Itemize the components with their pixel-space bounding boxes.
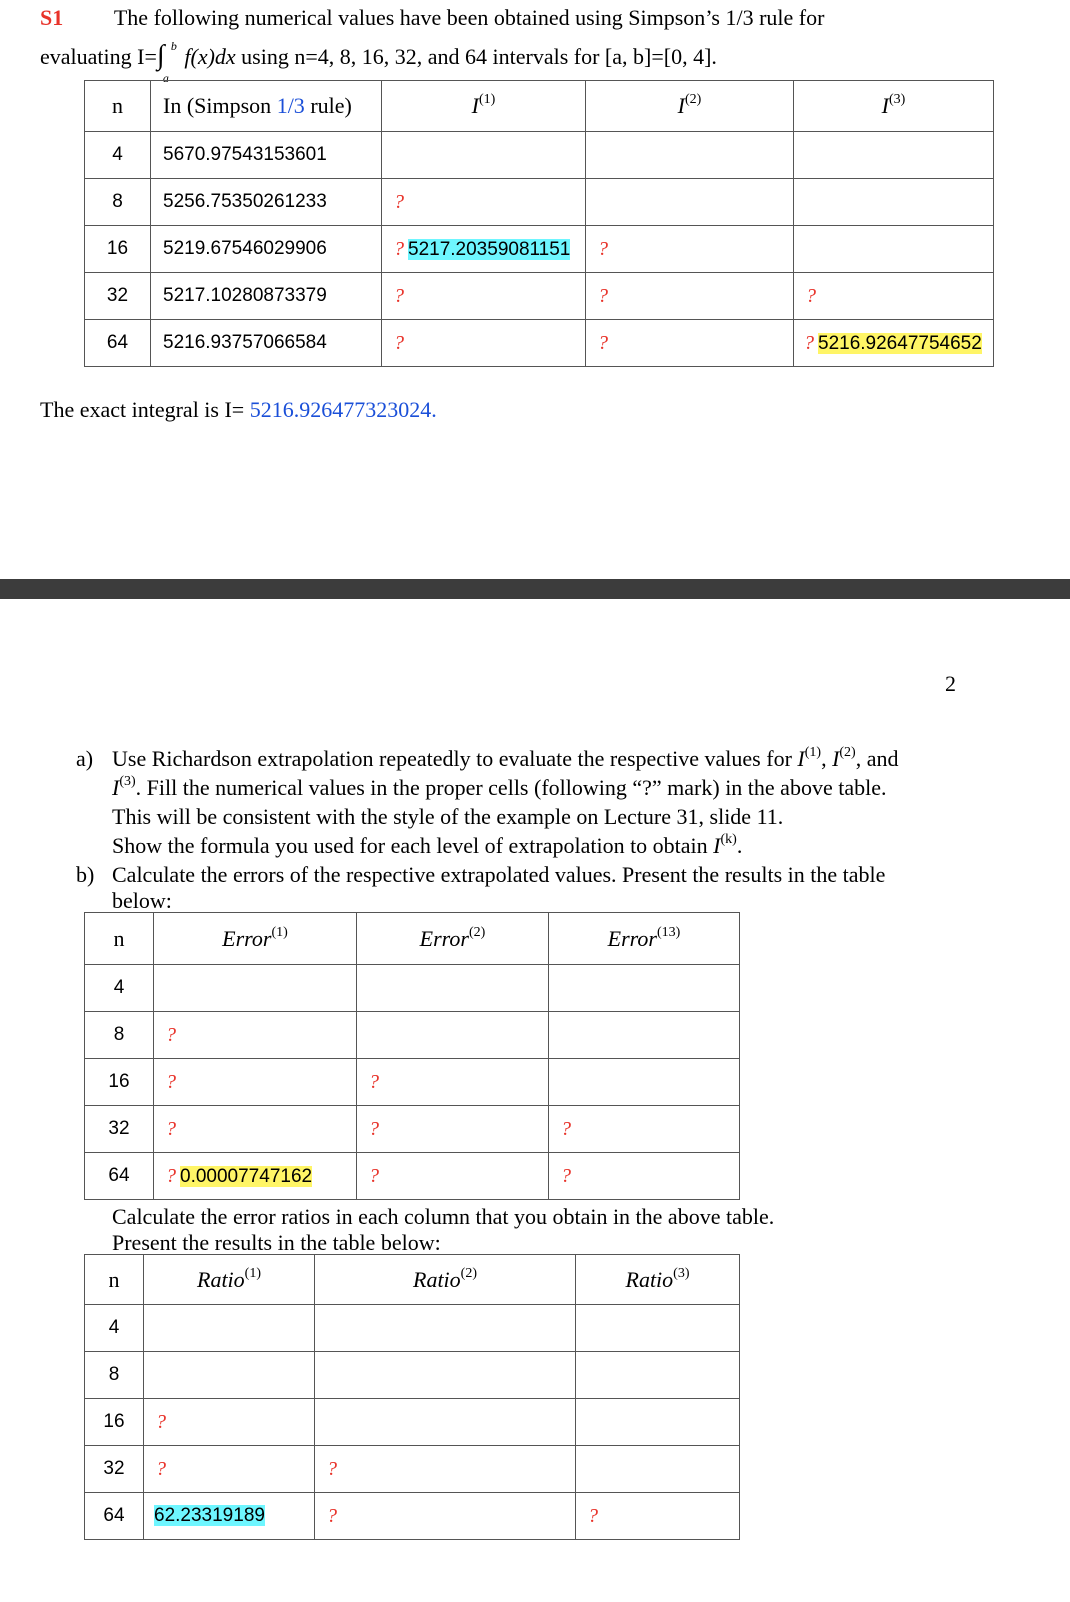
t2-e2: [357, 965, 549, 1012]
question-a-line-1: Use Richardson extrapolation repeatedly to evaluate the respective values for $I^{(1)}$, $I^{(2)}$, and: [112, 745, 899, 771]
t2-row: [85, 1059, 740, 1106]
t1-header-i1-base: I: [471, 93, 479, 118]
t1-i3[interactable]: [794, 273, 994, 320]
t1-n: 64: [85, 320, 151, 367]
exact-integral-value: 5216.926477323024.: [249, 397, 437, 422]
t3-r2: [315, 1399, 576, 1446]
t1-i3: [794, 179, 994, 226]
t2-header-e1-base: Error: [222, 925, 272, 951]
t3-header-r1-sup: (1): [244, 1265, 261, 1281]
question-a-text-2: . Fill the numerical values in the proper cells (following “?” mark) in the above table.: [135, 775, 887, 800]
t1-header-in: [151, 81, 382, 132]
t3-n: 64: [85, 1493, 144, 1540]
t3-header-r2-base: Ratio: [413, 1266, 461, 1292]
t3-row: [85, 1305, 740, 1352]
t2-e2[interactable]: [357, 1153, 549, 1200]
placeholder-mark: ?: [156, 1457, 166, 1480]
t1-header-in-highlight: 1/3: [276, 93, 305, 118]
t2-row: [85, 1012, 740, 1059]
t2-e3[interactable]: [549, 1106, 740, 1153]
symbol-ik: [713, 833, 737, 858]
t2-n: 32: [85, 1106, 154, 1153]
question-a-line-2: [112, 773, 886, 802]
t2-e1: [154, 965, 357, 1012]
t2-e3: [549, 1012, 740, 1059]
t1-in: 5216.93757066584: [151, 320, 382, 367]
placeholder-mark: ?: [598, 284, 608, 307]
placeholder-mark: ?: [394, 331, 404, 354]
t2-header-e1-sup: (1): [271, 924, 288, 940]
question-a-label: a): [76, 746, 94, 771]
t2-e1[interactable]: [154, 1106, 357, 1153]
placeholder-mark: ?: [369, 1164, 379, 1187]
t3-row: [85, 1493, 740, 1540]
t1-n: 32: [85, 273, 151, 320]
placeholder-mark: ?: [394, 190, 404, 213]
integral-sign: ∫ b a: [157, 42, 179, 70]
symbol-i1-sup: (1): [804, 745, 822, 760]
t1-header-i2-base: I: [677, 93, 685, 118]
placeholder-mark: ?: [588, 1504, 598, 1527]
t3-r2: [315, 1352, 576, 1399]
symbol-i1: [797, 746, 821, 771]
t3-row: [85, 1352, 740, 1399]
t3-r1[interactable]: [144, 1446, 315, 1493]
symbol-i3-base: I: [112, 775, 120, 800]
t2-e1[interactable]: [154, 1153, 357, 1200]
exact-integral-label: The exact integral is I=: [40, 397, 245, 422]
t3-r3: [576, 1305, 740, 1352]
t1-n: 4: [85, 132, 151, 179]
t3-r3: [576, 1446, 740, 1493]
t1-header-n: n: [85, 81, 151, 132]
symbol-i2-sup: (2): [839, 745, 856, 760]
t3-r1: [144, 1352, 315, 1399]
symbol-i3-sup: (3): [119, 774, 136, 789]
t1-header-i1-sup: (1): [479, 92, 496, 107]
placeholder-mark: ?: [394, 237, 404, 260]
t3-header-r3: [576, 1255, 740, 1305]
error-table: [84, 912, 740, 1200]
problem-line-1: [40, 4, 824, 32]
symbol-i2: [832, 746, 856, 771]
symbol-i3: [112, 775, 136, 800]
t2-n: 8: [85, 1012, 154, 1059]
t3-row: [85, 1446, 740, 1493]
t1-header-i2-sup: (2): [685, 92, 702, 107]
t1-header-in-suffix: rule): [304, 93, 352, 118]
placeholder-mark: ?: [327, 1504, 337, 1527]
t1-i1[interactable]: [382, 179, 586, 226]
symbol-i1-base: I: [797, 746, 805, 771]
t2-header-e3: [549, 913, 740, 965]
ratio-text-line-1: Calculate the error ratios in each column that you obtain in the above table.: [112, 1204, 775, 1229]
t1-i2[interactable]: [586, 320, 794, 367]
t2-e2[interactable]: [357, 1106, 549, 1153]
problem-text-2: evaluating I=: [40, 44, 157, 69]
t1-header-in-prefix: In (Simpson: [163, 93, 277, 118]
t1-i3: [794, 132, 994, 179]
t3-header-r1: [144, 1255, 315, 1305]
t1-i1[interactable]: [382, 320, 586, 367]
t3-r2[interactable]: [315, 1493, 576, 1540]
placeholder-mark: ?: [804, 331, 814, 354]
t3-header-r2-sup: (2): [460, 1265, 477, 1281]
t1-i1-value: 5217.20359081151: [408, 238, 571, 260]
t3-header-r1-base: Ratio: [197, 1266, 245, 1292]
t1-header-i3-base: I: [881, 93, 889, 118]
t1-in: 5217.10280873379: [151, 273, 382, 320]
t3-r2[interactable]: [315, 1446, 576, 1493]
t2-header-e1: [154, 913, 357, 965]
t2-header-e2: [357, 913, 549, 965]
symbol-ik-sup: (k): [720, 832, 737, 847]
t1-i2: [586, 132, 794, 179]
t2-e3: [549, 1059, 740, 1106]
question-a-text-1: Use Richardson extrapolation repeatedly to evaluate the respective values for: [112, 746, 792, 771]
placeholder-mark: ?: [806, 284, 816, 307]
integral-lower: a: [162, 71, 169, 85]
t3-r1: [144, 1305, 315, 1352]
exact-integral-line: [40, 397, 437, 423]
t2-e1-value: 0.00007747162: [180, 1165, 313, 1187]
t1-n: 8: [85, 179, 151, 226]
t2-e3: [549, 965, 740, 1012]
t3-r1[interactable]: [144, 1399, 315, 1446]
t2-row: [85, 965, 740, 1012]
problem-line-2: [40, 39, 717, 85]
t2-header-e3-sup: (13): [656, 924, 681, 940]
t1-row: [85, 226, 994, 273]
t1-row: [85, 132, 994, 179]
problem-text-1: The following numerical values have been obtained using Simpson’s 1/3 rule for: [113, 5, 825, 30]
t1-i3: [794, 226, 994, 273]
placeholder-mark: ?: [598, 237, 608, 260]
placeholder-mark: ?: [156, 1410, 166, 1433]
t1-row: [85, 273, 994, 320]
t3-r3: [576, 1399, 740, 1446]
page-separator: [0, 579, 1070, 599]
t2-header-e2-base: Error: [419, 925, 469, 951]
placeholder-mark: ?: [327, 1457, 337, 1480]
t1-i2[interactable]: [586, 226, 794, 273]
t3-header-r3-sup: (3): [673, 1265, 690, 1281]
t3-row: [85, 1399, 740, 1446]
t2-header-e3-base: Error: [607, 925, 657, 951]
ratio-table: [84, 1254, 740, 1540]
t1-in: 5219.67546029906: [151, 226, 382, 273]
t2-header-e2-sup: (2): [468, 924, 486, 940]
t3-n: 4: [85, 1305, 144, 1352]
question-a-and: , and: [855, 746, 899, 771]
t2-e2: [357, 1012, 549, 1059]
richardson-table: [84, 80, 994, 367]
t3-n: 32: [85, 1446, 144, 1493]
t2-row: [85, 1106, 740, 1153]
question-b-line-1: Calculate the errors of the respective extrapolated values. Present the results in the table: [112, 862, 886, 887]
placeholder-mark: ?: [166, 1070, 176, 1093]
problem-text-3: using n=4, 8, 16, 32, and 64 intervals for [a, b]=[0, 4].: [241, 44, 717, 69]
t3-n: 8: [85, 1352, 144, 1399]
t1-i2: [586, 179, 794, 226]
t3-r1-value: 62.23319189: [154, 1505, 265, 1526]
t1-row: [85, 179, 994, 226]
t2-e3[interactable]: [549, 1153, 740, 1200]
symbol-i2-base: I: [832, 746, 840, 771]
ratio-text-line-2: Present the results in the table below:: [112, 1230, 441, 1255]
t3-n: 16: [85, 1399, 144, 1446]
t2-n: 16: [85, 1059, 154, 1106]
question-a-text-4: Show the formula you used for each level of extrapolation to obtain: [112, 833, 708, 858]
t1-i2[interactable]: [586, 273, 794, 320]
t2-row: [85, 1153, 740, 1200]
t3-header-n: n: [85, 1255, 144, 1305]
t2-e2[interactable]: [357, 1059, 549, 1106]
t3-header-r2: [315, 1255, 576, 1305]
symbol-ik-base: I: [713, 833, 721, 858]
t1-i1: [382, 132, 586, 179]
placeholder-mark: ?: [166, 1117, 176, 1140]
t1-row: [85, 320, 994, 367]
t3-r3[interactable]: [576, 1493, 740, 1540]
t1-i1[interactable]: [382, 226, 586, 273]
placeholder-mark: ?: [166, 1023, 176, 1046]
t1-header-i1: [382, 81, 586, 132]
t1-i3[interactable]: [794, 320, 994, 367]
question-b-line-2: below:: [112, 888, 172, 913]
t1-i3-value: 5216.92647754652: [818, 332, 982, 354]
integrand: f(x)dx: [184, 44, 236, 69]
t1-in: 5670.97543153601: [151, 132, 382, 179]
integral-upper: b: [170, 39, 177, 53]
t1-n: 16: [85, 226, 151, 273]
question-a-line-4: Show the formula you used for each level of extrapolation to obtain $I^{(k)}$.: [112, 832, 743, 858]
placeholder-mark: ?: [561, 1164, 571, 1187]
t1-header-i2: [586, 81, 794, 132]
t2-e1[interactable]: [154, 1059, 357, 1106]
placeholder-mark: ?: [394, 284, 404, 307]
placeholder-mark: ?: [166, 1164, 176, 1187]
placeholder-mark: ?: [369, 1070, 379, 1093]
t2-header-n: n: [85, 913, 154, 965]
placeholder-mark: ?: [561, 1117, 571, 1140]
t1-header-i3: [794, 81, 994, 132]
placeholder-mark: ?: [598, 331, 608, 354]
t2-n: 64: [85, 1153, 154, 1200]
question-a-line-3: This will be consistent with the style of the example on Lecture 31, slide 11.: [112, 804, 784, 829]
t2-n: 4: [85, 965, 154, 1012]
t3-header-r3-base: Ratio: [625, 1266, 674, 1292]
t2-e1[interactable]: [154, 1012, 357, 1059]
t1-i1[interactable]: [382, 273, 586, 320]
page-number: 2: [945, 671, 956, 696]
t1-in: 5256.75350261233: [151, 179, 382, 226]
problem-label: S1: [40, 5, 64, 30]
placeholder-mark: ?: [369, 1117, 379, 1140]
t1-header-i3-sup: (3): [889, 92, 906, 107]
t3-r2: [315, 1305, 576, 1352]
question-b-label: b): [76, 862, 95, 887]
t3-r1[interactable]: [144, 1493, 315, 1540]
t3-r3: [576, 1352, 740, 1399]
